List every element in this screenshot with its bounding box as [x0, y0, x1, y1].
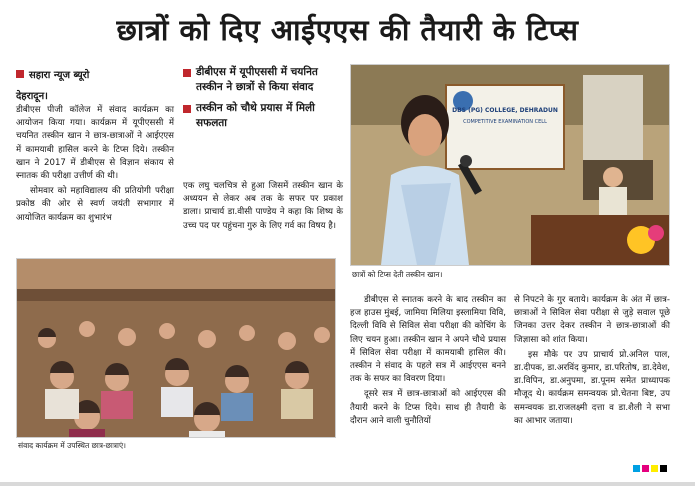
bullet-square-icon	[183, 105, 191, 113]
byline-text: सहारा न्यूज ब्यूरो	[29, 70, 90, 81]
speaker-photo-image	[351, 65, 669, 265]
column-2	[183, 180, 343, 235]
black-swatch	[660, 465, 667, 472]
highlights-box	[183, 65, 341, 170]
column-1-para-1: डीबीएस पीजी कॉलेज में संवाद कार्यक्रम का आयोजन किया गया। कार्यक्रम में यूपीएससी में चयनित तस्कीन खान ने छात्र-छात्राओं ने आईएएस में कामयाबी हासिल करने के टिप्स दिये। तस्कीन खान ने 2017 में डीबीएस से विज्ञान संकाय से स्नातक की परीक्षा उत्तीर्ण की थी।	[16, 105, 174, 182]
column-2-para: एक लघु चलचित्र से हुआ जिसमें तस्कीन खान के अध्ययन से लेकर अब तक के सफर पर प्रकाश डाला। प्राचार्य डा.वीसी पाण्डेय ने कहा कि शिष्य के उच्च पद पर पहुंचना गुरु के लिए गर्व का विषय है।	[183, 181, 343, 231]
column-4	[514, 294, 670, 430]
bottom-band	[0, 482, 695, 486]
column-1	[16, 104, 174, 227]
audience-photo-image	[17, 259, 335, 437]
bullet-square-icon	[183, 69, 191, 77]
highlight-text: डीबीएस में यूपीएससी में चयनित तस्कीन ने छात्रों से किया संवाद	[196, 66, 318, 93]
audience-photo	[16, 258, 336, 438]
column-4-para-2: इस मौके पर उप प्राचार्य प्रो.अनिल पाल, डा.दीपक, डा.अरविंद कुमार, डा.परितोष, डा.देवेश, डा.विपिन, डा.अनुपमा, डा.पूनम समेत प्राध्यापक मौजूद थे। कार्यक्रम समन्वयक प्रो.चेतना बिष्ट, उप समन्वयक डा.राजलक्ष्मी दत्ता व डा.शैली ने सभा का आभार जताया।	[514, 349, 670, 426]
highlight-item	[183, 101, 341, 131]
dateline: देहरादून।	[16, 91, 48, 102]
college-banner-title: DBS (PG) COLLEGE, DEHRADUN	[452, 107, 558, 114]
headline: छात्रों को दिए आईएएस की तैयारी के टिप्स	[116, 12, 579, 47]
highlight-text: तस्कीन को चौथे प्रयास में मिली सफलता	[196, 102, 315, 129]
college-banner-subtitle: COMPETITIVE EXAMINATION CELL	[463, 119, 547, 125]
speaker-photo	[350, 64, 670, 266]
column-3	[350, 294, 506, 430]
column-3-para-1: डीबीएस से स्नातक करने के बाद तस्कीन का हज हाउस मुंबई, जामिया मिलिया इस्लामिया विवि, दिल्ली विवि से सिविल सेवा परीक्षा की कोचिंग के लिए चयन हुआ। तस्कीन खान ने अपने चौथे प्रयास में सिविल सेवा परीक्षा में कामयाबी हासिल की। तस्कीन ने संवाद के पहले सत्र में आईएएस बनने तक के सफर का विवरण दिया।	[350, 295, 506, 385]
bullet-square-icon	[16, 70, 24, 78]
byline	[16, 67, 89, 81]
column-4-para-1: से निपटने के गुर बताये। कार्यक्रम के अंत में छात्र-छात्राओं ने सिविल सेवा परीक्षा से जुड़े सवाल पूछे जिनका उत्तर देकर तस्कीन ने छात्र-छात्राओं की जिज्ञासा को शांत किया।	[514, 295, 670, 345]
cyan-swatch	[633, 465, 640, 472]
column-3-para-2: दूसरे सत्र में छात्र-छात्राओं को आईएएस की तैयारी करने के टिप्स दिये। साथ ही तैयारी के दौरान आने वाली चुनौतियों	[350, 389, 506, 426]
yellow-swatch	[651, 465, 658, 472]
highlight-item	[183, 65, 341, 95]
print-color-bar	[633, 465, 667, 472]
magenta-swatch	[642, 465, 649, 472]
photo-caption-bottom: संवाद कार्यक्रम में उपस्थित छात्र-छात्राएं।	[18, 441, 126, 450]
photo-caption-top: छात्रों को टिप्स देती तस्कीन खान।	[352, 270, 443, 279]
column-1-para-2: सोमवार को महाविद्यालय की प्रतियोगी परीक्षा प्रकोष्ठ की ओर से स्वर्ण जयंती सभागार में आयोजित कार्यक्रम का शुभारंभ	[16, 186, 174, 223]
